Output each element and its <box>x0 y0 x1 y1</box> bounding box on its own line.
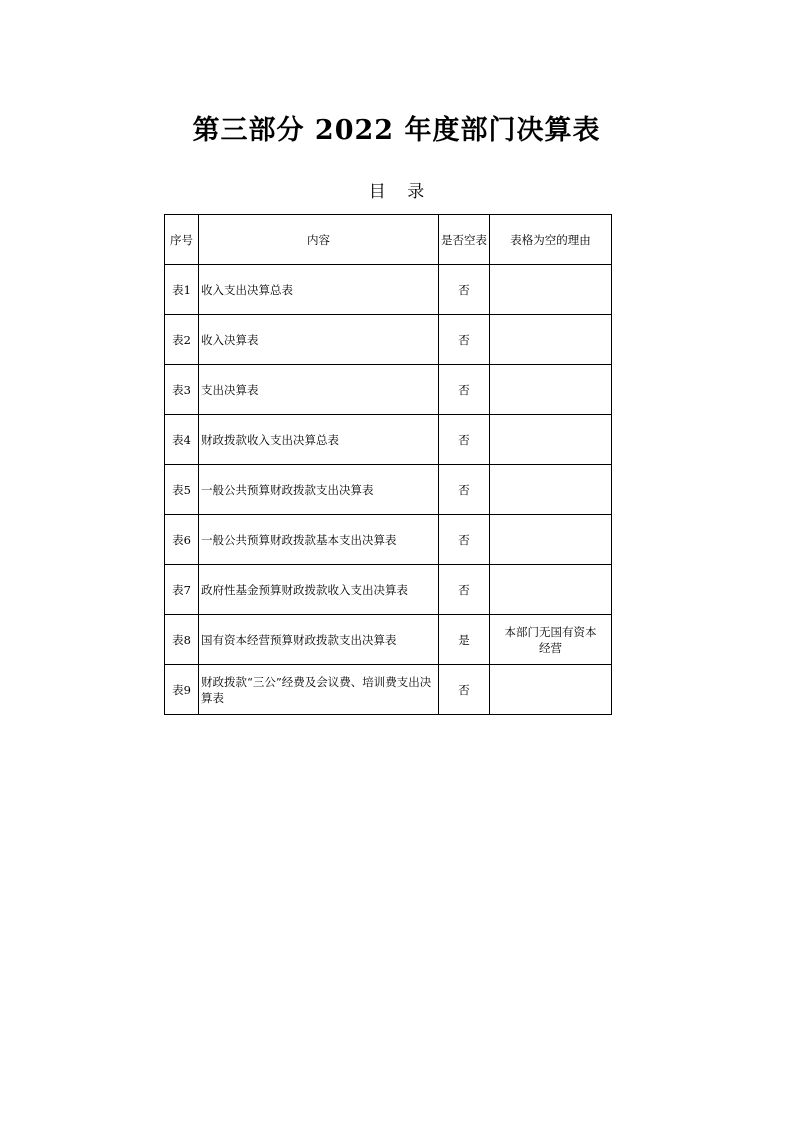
row-reason: 本部门无国有资本经营 <box>490 615 612 665</box>
row-index: 表4 <box>165 415 199 465</box>
table-row <box>165 415 612 465</box>
table-row <box>165 465 612 515</box>
row-content: 收入决算表 <box>199 315 439 365</box>
row-content: 一般公共预算财政拨款基本支出决算表 <box>199 515 439 565</box>
row-reason <box>490 665 612 715</box>
row-content: 政府性基金预算财政拨款收入支出决算表 <box>199 565 439 615</box>
row-is-empty: 否 <box>439 415 490 465</box>
row-index: 表2 <box>165 315 199 365</box>
row-content: 一般公共预算财政拨款支出决算表 <box>199 465 439 515</box>
row-content: 财政拨款“三公”经费及会议费、培训费支出决算表 <box>199 665 439 715</box>
row-reason <box>490 515 612 565</box>
row-reason <box>490 265 612 315</box>
row-reason <box>490 465 612 515</box>
row-index: 表6 <box>165 515 199 565</box>
header-index: 序号 <box>165 215 199 265</box>
row-index: 表5 <box>165 465 199 515</box>
row-index: 表3 <box>165 365 199 415</box>
header-content: 内容 <box>199 215 439 265</box>
row-reason <box>490 565 612 615</box>
row-index: 表7 <box>165 565 199 615</box>
row-is-empty: 否 <box>439 515 490 565</box>
row-reason <box>490 415 612 465</box>
page-title: 第三部分 2022 年度部门决算表 <box>192 115 601 146</box>
row-reason <box>490 365 612 415</box>
header-is-empty: 是否空表 <box>439 215 490 265</box>
row-content: 国有资本经营预算财政拨款支出决算表 <box>199 615 439 665</box>
row-is-empty: 否 <box>439 565 490 615</box>
toc-table <box>164 214 612 715</box>
row-content: 收入支出决算总表 <box>199 265 439 315</box>
row-index: 表1 <box>165 265 199 315</box>
row-index: 表9 <box>165 665 199 715</box>
row-index: 表8 <box>165 615 199 665</box>
table-row <box>165 565 612 615</box>
table-row <box>165 265 612 315</box>
row-is-empty: 否 <box>439 265 490 315</box>
table-header-row <box>165 215 612 265</box>
table-row <box>165 515 612 565</box>
row-is-empty: 否 <box>439 665 490 715</box>
table-row <box>165 315 612 365</box>
table-row <box>165 665 612 715</box>
header-reason: 表格为空的理由 <box>490 215 612 265</box>
row-is-empty: 否 <box>439 365 490 415</box>
table-row <box>165 365 612 415</box>
row-is-empty: 是 <box>439 615 490 665</box>
row-reason <box>490 315 612 365</box>
row-content: 支出决算表 <box>199 365 439 415</box>
row-is-empty: 否 <box>439 315 490 365</box>
table-row <box>165 615 612 665</box>
row-is-empty: 否 <box>439 465 490 515</box>
row-content: 财政拨款收入支出决算总表 <box>199 415 439 465</box>
toc-heading: 目 录 <box>368 182 425 202</box>
